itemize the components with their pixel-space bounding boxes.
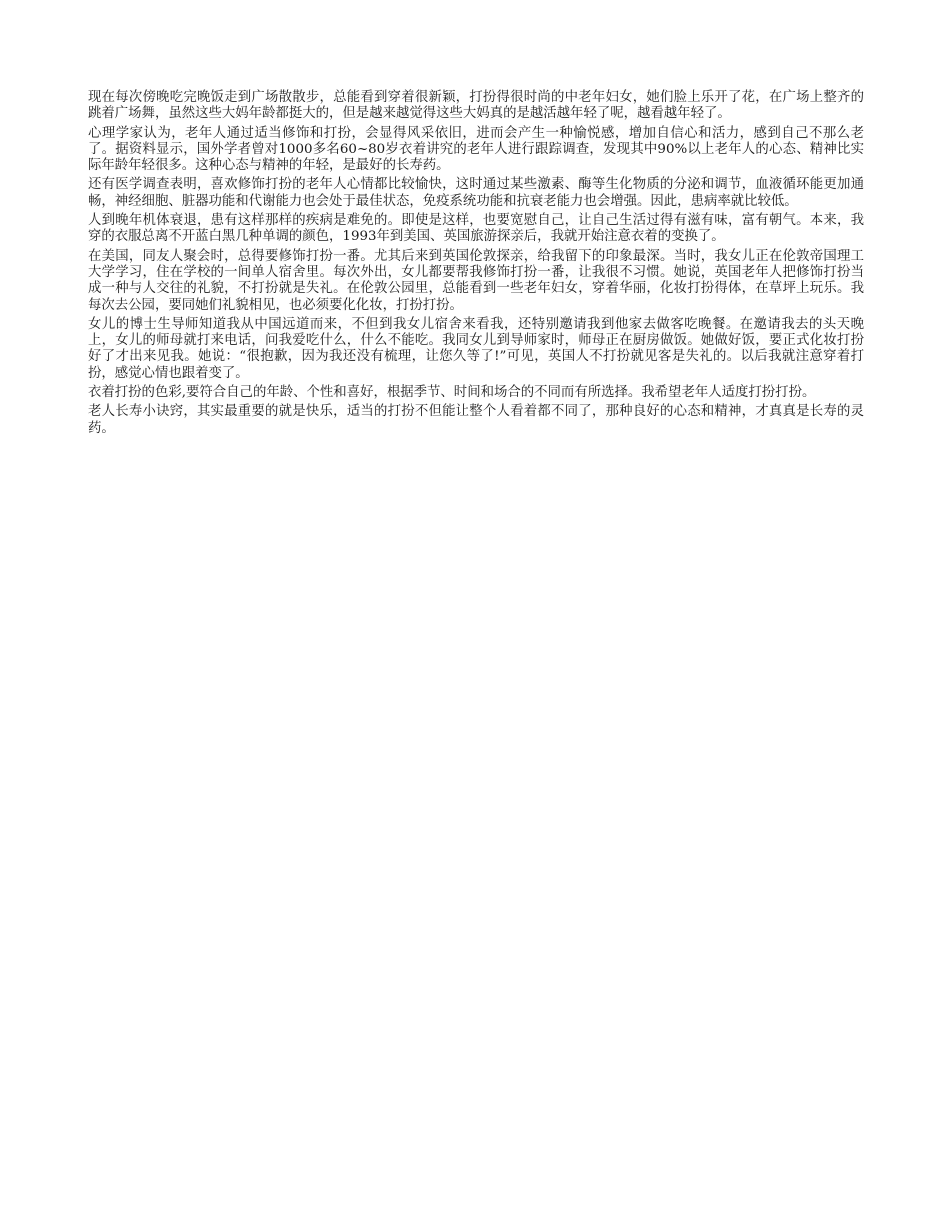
- paragraph-7: 衣着打扮的色彩,要符合自己的年龄、个性和喜好，根据季节、时间和场合的不同而有所选择。我希望老年人适度打扮打扮。: [88, 385, 816, 401]
- paragraph-6: 女儿的博士生导师知道我从中国远道而来，不但到我女儿宿舍来看我，还特别邀请我到他家去做客吃晚餐。在邀请我去的头天晚上，女儿的师母就打来电话，问我爱吃什么，什么不能吃。我同女儿到导师家时，师母正在厨房做饭。她做好饭，要正式化妆打扮好了才出来见我。她说：“很抱歉，因为我还没有梳理，让您久等了!”可见，英国人不打扮就见客是失礼的。以后我就注意穿着打扮，感觉心情也跟着变了。: [88, 316, 864, 381]
- paragraph-3: 还有医学调查表明，喜欢修饰打扮的老年人心情都比较愉快，这时通过某些激素、酶等生化物质的分泌和调节，血液循环能更加通畅，神经细胞、脏器功能和代谢能力也会处于最佳状态，免疫系统功能和抗衰老能力也会增强。因此，患病率就比较低。: [88, 177, 864, 209]
- paragraph-8: 老人长寿小诀窍，其实最重要的就是快乐，适当的打扮不但能让整个人看着都不同了，那种良好的心态和精神，才真真是长寿的灵药。: [88, 404, 864, 436]
- paragraph-5: 在美国，同友人聚会时，总得要修饰打扮一番。尤其后来到英国伦敦探亲，给我留下的印象最深。当时，我女儿正在伦敦帝国理工大学学习，住在学校的一间单人宿舍里。每次外出，女儿都要帮我修饰打扮一番，让我很不习惯。她说，英国老年人把修饰打扮当成一种与人交往的礼貌，不打扮就是失礼。在伦敦公园里，总能看到一些老年妇女，穿着华丽，化妆打扮得体，在草坪上玩乐。我每次去公园，要同她们礼貌相见，也必须要化化妆，打扮打扮。: [88, 248, 864, 313]
- paragraph-4: 人到晚年机体衰退，患有这样那样的疾病是难免的。即使是这样，也要宽慰自己，让自己生活过得有滋有味，富有朝气。本来，我穿的衣服总离不开蓝白黑几种单调的颜色，1993年到美国、英国旅游探亲后，我就开始注意衣着的变换了。: [88, 213, 864, 245]
- paragraph-1: 现在每次傍晚吃完晚饭走到广场散散步，总能看到穿着很新颖，打扮得很时尚的中老年妇女，她们脸上乐开了花，在广场上整齐的跳着广场舞，虽然这些大妈年龄都挺大的，但是越来越觉得这些大妈真的是越活越年轻了呢，越看越年轻了。: [88, 90, 864, 122]
- paragraph-2: 心理学家认为，老年人通过适当修饰和打扮，会显得风采依旧，进而会产生一种愉悦感，增加自信心和活力，感到自己不那么老了。据资料显示，国外学者曾对1000多名60~80岁衣着讲究的老年人进行跟踪调查，发现其中90%以上老年人的心态、精神比实际年龄年轻很多。这种心态与精神的年轻，是最好的长寿药。: [88, 125, 864, 174]
- article-body: [88, 90, 864, 440]
